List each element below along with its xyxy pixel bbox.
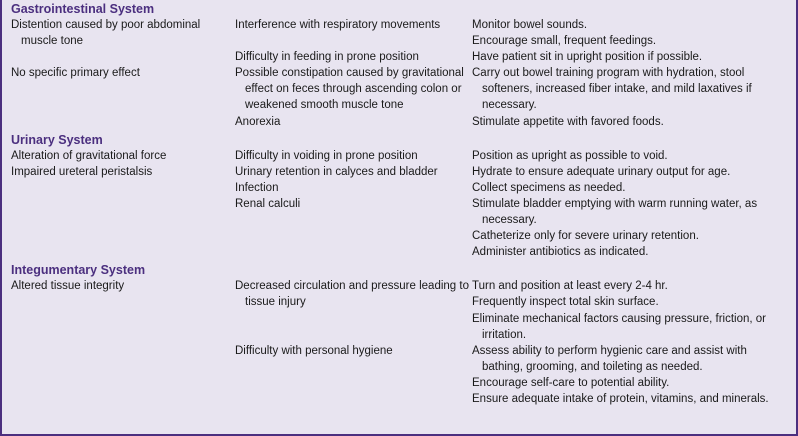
intervention-text: Administer antibiotics as indicated. (472, 246, 649, 259)
intervention-cell (472, 180, 796, 196)
intervention-cell (472, 164, 796, 180)
intervention-cell (472, 17, 796, 49)
secondary-effect-cell (235, 65, 472, 113)
table-row (2, 343, 796, 407)
secondary-effect-cell (235, 17, 472, 33)
secondary-effect-text: Decreased circulation and pressure leading to tissue injury (235, 280, 469, 309)
table-row (2, 180, 796, 196)
intervention-cell (472, 343, 796, 407)
intervention-text: Stimulate bladder emptying with warm running water, as necessary. (472, 197, 758, 227)
primary-effect-text: Alteration of gravitational force (11, 149, 167, 162)
intervention-text: Catheterize only for severe urinary retention. (472, 230, 699, 243)
table-row (2, 114, 796, 130)
section-title: Urinary System (11, 132, 103, 147)
secondary-effect-cell (235, 49, 472, 65)
table-row (2, 196, 796, 260)
intervention-text: Position as upright as possible to void. (472, 149, 668, 162)
intervention-text: Stimulate appetite with favored foods. (472, 115, 664, 128)
intervention-text: Assess ability to perform hygienic care and assist with bathing, grooming, and toileting as needed. (472, 344, 747, 373)
intervention-text: Encourage self-care to potential ability. (472, 376, 670, 389)
secondary-effect-text: Difficulty in voiding in prone position (235, 149, 418, 162)
primary-effect-cell (2, 164, 235, 180)
intervention-cell (472, 65, 796, 113)
table-row (2, 164, 796, 180)
intervention-text: Frequently inspect total skin surface. (472, 296, 659, 309)
secondary-effect-text: Possible constipation caused by gravitational effect on feces through ascending colon or weakened smooth muscle tone (235, 67, 464, 112)
secondary-effect-cell (235, 343, 472, 359)
secondary-effect-cell (235, 114, 472, 130)
secondary-effect-text: Anorexia (235, 115, 281, 128)
secondary-effect-cell (235, 148, 472, 164)
section-integumentary (2, 263, 796, 407)
table-row (2, 148, 796, 164)
section-title: Integumentary System (11, 263, 146, 278)
secondary-effect-text: Infection (235, 181, 279, 194)
intervention-cell (472, 49, 796, 65)
primary-effect-cell (2, 278, 235, 294)
secondary-effect-cell (235, 164, 472, 180)
intervention-cell (472, 278, 796, 342)
intervention-text: Eliminate mechanical factors causing pressure, friction, or irritation. (472, 312, 767, 341)
secondary-effect-cell (235, 196, 472, 212)
table-row (2, 278, 796, 342)
intervention-text: Monitor bowel sounds. (472, 19, 588, 31)
secondary-effect-cell (235, 180, 472, 196)
intervention-cell (472, 148, 796, 164)
intervention-text: Turn and position at least every 2-4 hr. (472, 280, 668, 293)
secondary-effect-text: Difficulty with personal hygiene (235, 344, 393, 357)
intervention-text: Hydrate to ensure adequate urinary output for age. (472, 165, 731, 178)
secondary-effect-text: Interference with respiratory movements (235, 19, 441, 31)
primary-effect-cell (2, 17, 235, 49)
primary-effect-cell (2, 65, 235, 81)
table-row (2, 17, 796, 49)
intervention-text: Collect specimens as needed. (472, 181, 626, 194)
secondary-effect-cell (235, 278, 472, 310)
secondary-effect-text: Difficulty in feeding in prone position (235, 51, 419, 64)
intervention-text: Encourage small, frequent feedings. (472, 35, 657, 48)
primary-effect-cell (2, 148, 235, 164)
table-row (2, 65, 796, 113)
intervention-cell (472, 114, 796, 130)
primary-effect-text: Altered tissue integrity (11, 280, 125, 293)
section-urinary (2, 133, 796, 261)
primary-effect-text: Distention caused by poor abdominal muscle tone (11, 19, 201, 48)
section-gastrointestinal (2, 2, 796, 130)
table-row (2, 49, 796, 65)
primary-effect-text: Impaired ureteral peristalsis (11, 165, 153, 178)
secondary-effect-text: Renal calculi (235, 197, 301, 210)
section-title: Gastrointestinal System (11, 2, 155, 16)
primary-effect-text: No specific primary effect (11, 67, 140, 80)
intervention-text: Ensure adequate intake of protein, vitamins, and minerals. (472, 392, 769, 405)
intervention-cell (472, 196, 796, 260)
intervention-text: Have patient sit in upright position if possible. (472, 51, 703, 64)
intervention-text: Carry out bowel training program with hydration, stool softeners, increased fiber intake, and mild laxatives if necessary. (472, 67, 752, 112)
secondary-effect-text: Urinary retention in calyces and bladder (235, 165, 438, 178)
